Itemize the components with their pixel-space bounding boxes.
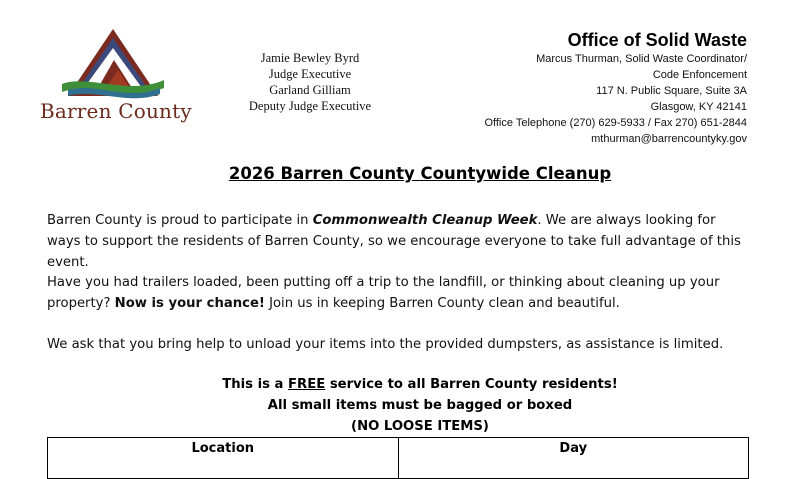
office-title: Office of Solid Waste xyxy=(567,30,747,50)
schedule-table xyxy=(47,437,749,479)
office-address: 117 N. Public Square, Suite 3A xyxy=(596,85,747,97)
free-service-line xyxy=(0,375,800,395)
judge-title: Judge Executive xyxy=(268,67,352,81)
paragraph-chance xyxy=(47,272,753,314)
deputy-name: Garland Gilliam xyxy=(269,83,351,97)
office-code-enforcement: Code Enfoncement xyxy=(652,69,747,81)
chance-strong: Now is your chance! xyxy=(114,296,265,311)
table-header-day: Day xyxy=(559,441,588,456)
office-email[interactable]: mthurman@barrencountyky.gov xyxy=(591,133,747,145)
logo-text: Barren County xyxy=(40,99,192,123)
table-header-location: Location xyxy=(48,438,399,478)
document-title: 2026 Barren County Countywide Cleanup xyxy=(228,164,612,183)
office-coordinator: Marcus Thurman, Solid Waste Coordinator/ xyxy=(536,53,747,65)
barren-county-logo xyxy=(40,26,192,126)
judges-block xyxy=(225,50,395,114)
mountain-logo-icon xyxy=(58,26,168,101)
office-city: Glasgow, KY 42141 xyxy=(650,101,747,113)
chance-text-b: Join us in keeping Barren County clean and beautiful. xyxy=(264,296,620,311)
chance-text-a: Have you had trailers loaded, been putting off a trip to the landfill, or thinking about cleaning up your property? xyxy=(47,275,720,311)
office-phone: Office Telephone (270) 629-5933 / Fax 270) 651-2844 xyxy=(484,117,747,129)
office-block xyxy=(484,29,747,147)
free-text-a: This is a xyxy=(222,377,289,392)
paragraph-intro xyxy=(47,210,753,273)
bagged-line: All small items must be bagged or boxed xyxy=(267,398,573,413)
intro-text-b: . We are always looking for ways to support the residents of Barren County, so we encourage everyone to take full advantage of this event. xyxy=(47,213,741,270)
deputy-title: Deputy Judge Executive xyxy=(248,99,372,113)
intro-emphasis: Commonwealth Cleanup Week xyxy=(312,213,538,228)
judge-name: Jamie Bewley Byrd xyxy=(260,51,360,65)
intro-text-a: Barren County is proud to participate in xyxy=(47,213,313,228)
no-loose-items-line: (NO LOOSE ITEMS) xyxy=(351,419,489,434)
free-word: FREE xyxy=(288,377,326,392)
free-text-b: service to all Barren County residents! xyxy=(325,377,618,392)
paragraph-help: We ask that you bring help to unload your items into the provided dumpsters, as assistance is limited. xyxy=(47,337,724,352)
